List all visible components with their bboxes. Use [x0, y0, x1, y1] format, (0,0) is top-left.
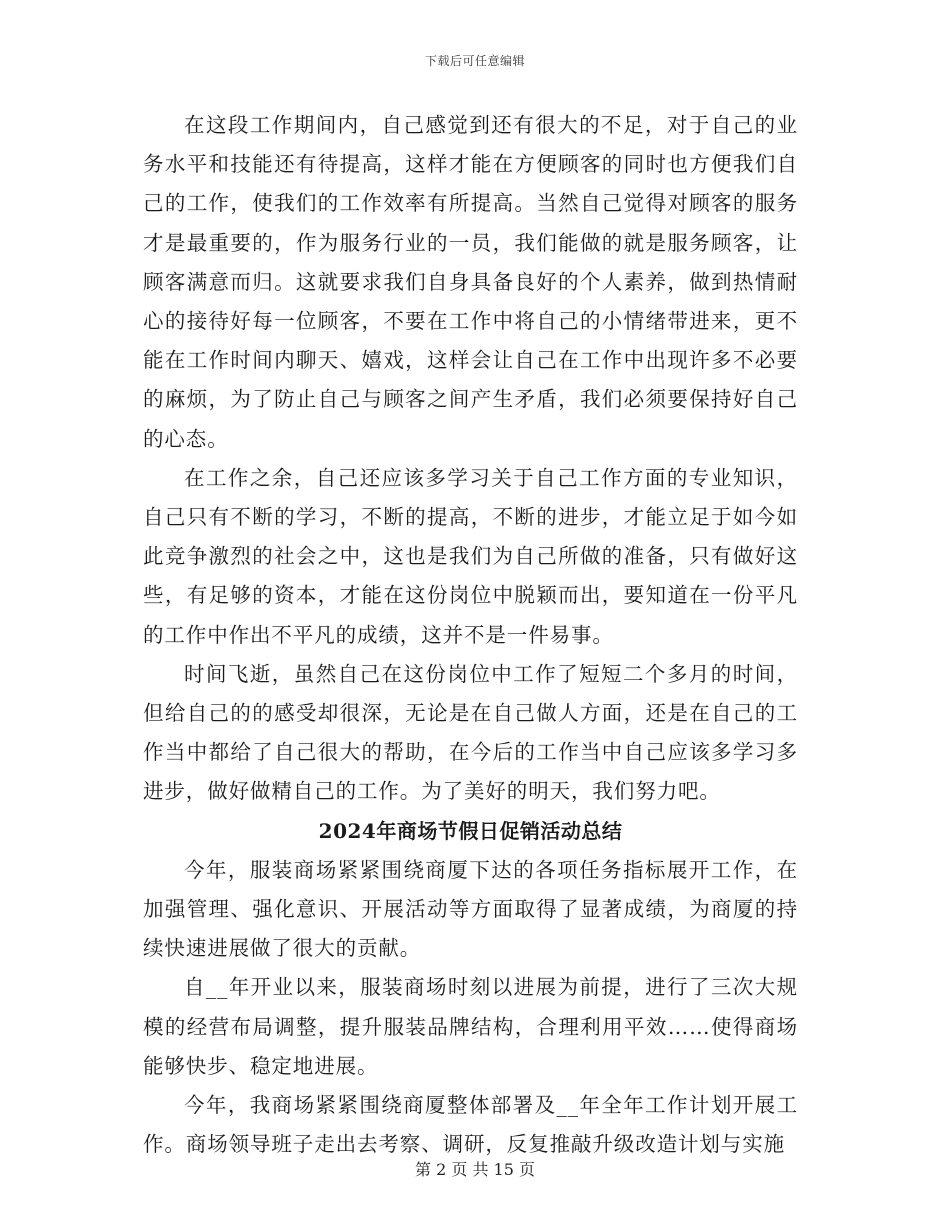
body-paragraph: 自__年开业以来，服装商场时刻以进展为前提，进行了三次大规模的经营布局调整，提升服装品牌结构，合理利用平效……使得商场能够快步、稳定地进展。: [143, 975, 798, 1078]
body-paragraph: 今年，我商场紧紧围绕商厦整体部署及__年全年工作计划开展工作。商场领导班子走出去考察、调研，反复推敲升级改造计划与实施: [143, 1093, 798, 1157]
page-header-note: 下载后可任意编辑: [424, 54, 525, 68]
document-body: [143, 106, 798, 1164]
body-paragraph: 在这段工作期间内，自己感觉到还有很大的不足，对于自己的业务水平和技能还有待提高，这样才能在方便顾客的同时也方便我们自己的工作，使我们的工作效率有所提高。当然自己觉得对顾客的服务才是最重要的，作为服务行业的一员，我们能做的就是服务顾客，让顾客满意而归。这就要求我们自身具备良好的个人素养，做到热情耐心的接待好每一位顾客，不要在工作中将自己的小情绪带进来，更不能在工作时间内聊天、嬉戏，这样会让自己在工作中出现许多不必要的麻烦，为了防止自己与顾客之间产生矛盾，我们必须要保持好自己的心态。: [143, 113, 798, 451]
section-title: 2024年商场节假日促销活动总结: [318, 818, 623, 843]
body-paragraph: 时间飞逝，虽然自己在这份岗位中工作了短短二个多月的时间，但给自己的的感受却很深，无论是在自己做人方面，还是在自己的工作当中都给了自己很大的帮助，在今后的工作当中自己应该多学习多进步，做好做精自己的工作。为了美好的明天，我们努力吧。: [143, 661, 798, 804]
body-paragraph: 今年，服装商场紧紧围绕商厦下达的各项任务指标展开工作，在加强管理、强化意识、开展活动等方面取得了显著成绩，为商厦的持续快速进展做了很大的贡献。: [143, 857, 798, 961]
body-paragraph: 在工作之余，自己还应该多学习关于自己工作方面的专业知识，自己只有不断的学习，不断的提高，不断的进步，才能立足于如今如此竞争激烈的社会之中，这也是我们为自己所做的准备，只有做好这些，有足够的资本，才能在这份岗位中脱颖而出，要知道在一份平凡的工作中作出不平凡的成绩，这并不是一件易事。: [143, 465, 798, 647]
page-number: 第 2 页 共 15 页: [415, 1160, 535, 1179]
